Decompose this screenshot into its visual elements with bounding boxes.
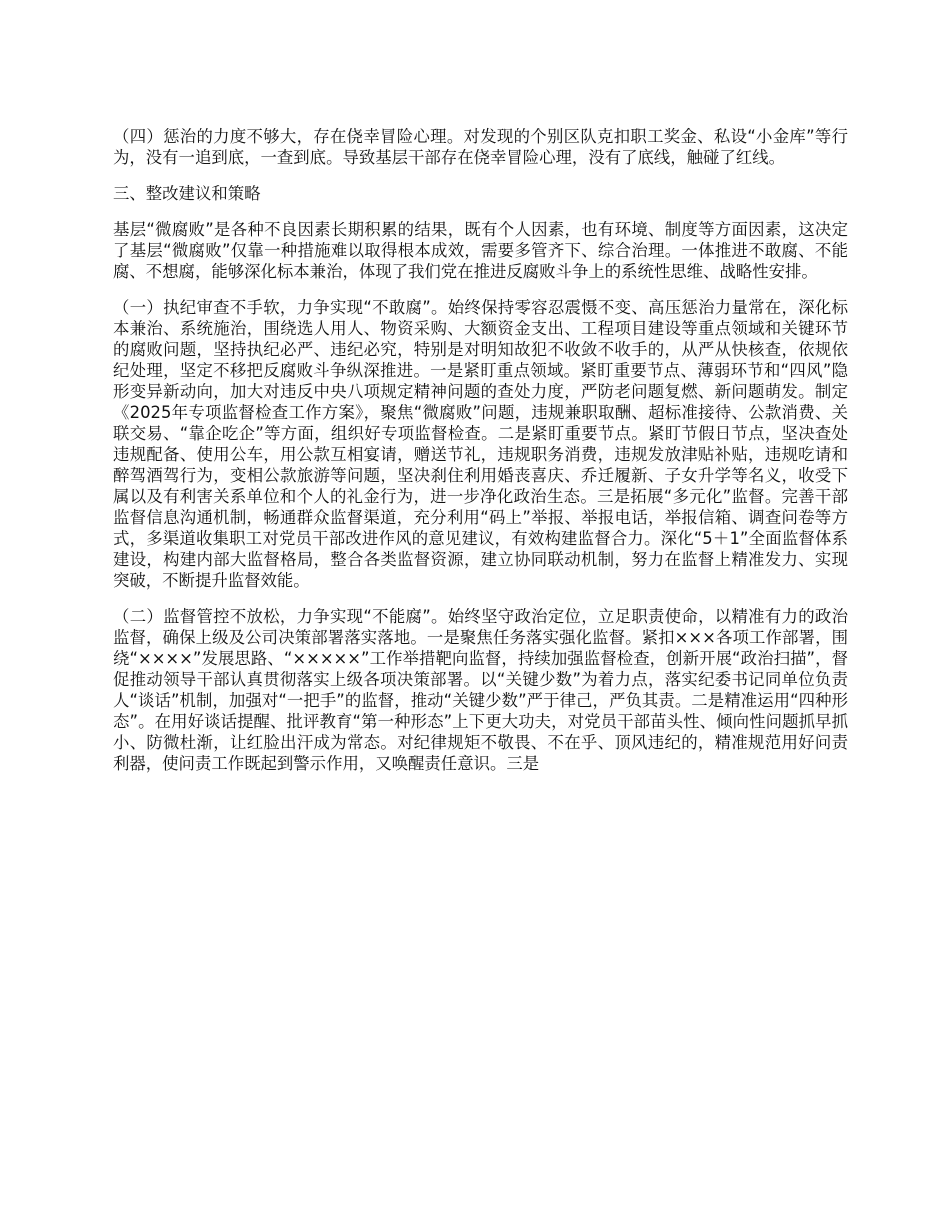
paragraph-section-four: （四）惩治的力度不够大，存在侥幸冒险心理。对发现的个别区队克扣职工奖金、私设“小金库”等行为，没有一追到底，一查到底。导致基层干部存在侥幸冒险心理，没有了底线，触碰了红线。 bbox=[113, 127, 848, 167]
paragraph-intro: 基层“微腐败”是各种不良因素长期积累的结果，既有个人因素，也有环境、制度等方面因素，这决定了基层“微腐败”仅靠一种措施难以取得根本成效，需要多管齐下、综合治理。一体推进不敢腐、不能腐、不想腐，能够深化标本兼治，体现了我们党在推进反腐败斗争上的系统性思维、战略性安排。 bbox=[113, 220, 848, 281]
paragraph-subsection-one: （一）执纪审查不手软，力争实现“不敢腐”。始终保持零容忍震慑不变、高压惩治力量常在，深化标本兼治、系统施治，围绕选人用人、物资采购、大额资金支出、工程项目建设等重点领域和关键环节的腐败问题，坚持执纪必严、违纪必究，特别是对明知故犯不收敛不收手的，从严从快核查，依规依纪处理，坚定不移把反腐败斗争纵深推进。一是紧盯重点领域。紧盯重要节点、薄弱环节和“四风”隐形变异新动向，加大对违反中央八项规定精神问题的查处力度，严防老问题复燃、新问题萌发。制定《2025年专项监督检查工作方案》，聚焦“微腐败”问题，违规兼职取酬、超标准接待、公款消费、关联交易、“靠企吃企”等方面，组织好专项监督检查。二是紧盯重要节点。紧盯节假日节点，坚决查处违规配备、使用公车，用公款互相宴请，赠送节礼，违规职务消费，违规发放津贴补贴，违规吃请和醉驾酒驾行为，变相公款旅游等问题，坚决刹住利用婚丧喜庆、乔迁履新、子女升学等名义，收受下属以及有利害关系单位和个人的礼金行为，进一步净化政治生态。三是拓展“多元化”监督。完善干部监督信息沟通机制，畅通群众监督渠道，充分利用“码上”举报、举报电话，举报信箱、调查问卷等方式，多渠道收集职工对党员干部改进作风的意见建议，有效构建监督合力。深化“5＋1”全面监督体系建设，构建内部大监督格局，整合各类监督资源，建立协同联动机制，努力在监督上精准发力、实现突破，不断提升监督效能。 bbox=[113, 298, 848, 590]
section-heading: 三、整改建议和策略 bbox=[113, 184, 261, 203]
document-body bbox=[113, 126, 848, 789]
paragraph-subsection-two: （二）监督管控不放松，力争实现“不能腐”。始终坚守政治定位，立足职责使命，以精准有力的政治监督，确保上级及公司决策部署落实落地。一是聚焦任务落实强化监督。紧扣×××各项工作部署，围绕“××××”发展思路、“×××××”工作举措靶向监督，持续加强监督检查，创新开展“政治扫描”，督促推动领导干部认真贯彻落实上级各项决策部署。以“关键少数”为着力点，落实纪委书记同单位负责人“谈话”机制，加强对“一把手”的监督，推动“关键少数”严于律己，严负其责。二是精准运用“四种形态”。在用好谈话提醒、批评教育“第一种形态”上下更大功夫，对党员干部苗头性、倾向性问题抓早抓小、防微杜渐，让红脸出汗成为常态。对纪律规矩不敬畏、不在乎、顶风违纪的，精准规范用好问责利器，使问责工作既起到警示作用，又唤醒责任意识。三是 bbox=[113, 607, 848, 773]
